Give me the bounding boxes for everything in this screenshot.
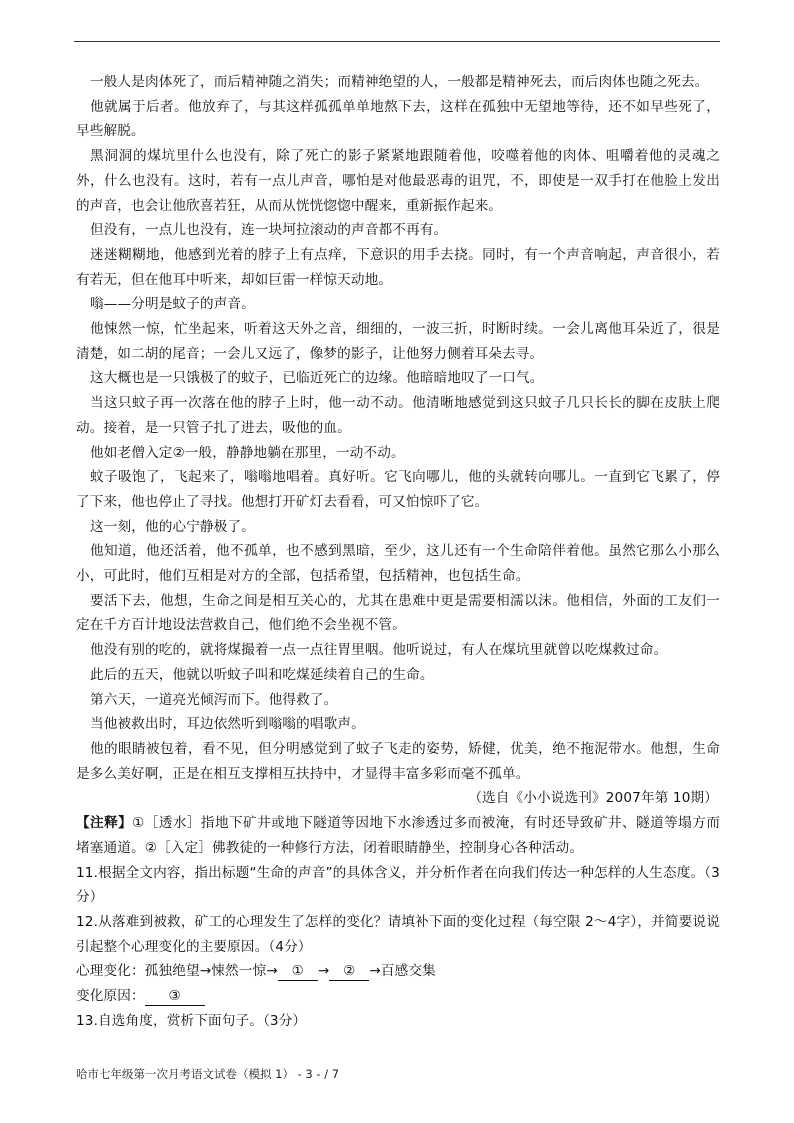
story-source: （选自《小小说选刊》2007年第 10期） — [468, 790, 718, 807]
reason-label: 变化原因： — [76, 988, 145, 1005]
story-paragraph: 当这只蚊子再一次落在他的脖子上时，他一动不动。他清晰地感觉到这只蚊子几只长长的脚在皮肤上爬动。接着，是一只管子扎了进去，吸他的血。 — [76, 395, 720, 436]
story-paragraph: 黑洞洞的煤坑里什么也没有，除了死亡的影子紧紧地跟随着他，咬噬着他的肉体、咀嚼着他的灵魂之外，什么也没有。这时，若有一点儿声音，哪怕是对他最恶毒的诅咒，不，即使是一双手打在他脸上发出的声音，也会让他欣喜若狂，从而从恍恍惚惚中醒来，重新振作起来。 — [76, 148, 720, 214]
story-paragraph: 他如老僧入定②一般，静静地躺在那里，一动不动。 — [90, 444, 405, 461]
story-paragraph: 这大概也是一只饿极了的蚊子，已临近死亡的边缘。他暗暗地叹了一口气。 — [90, 370, 544, 387]
blank-1[interactable]: ① — [278, 962, 318, 981]
page-footer: 哈市七年级第一次月考语文试卷（模拟 1） - 3 - / 7 — [76, 1067, 340, 1081]
story-paragraph: 他没有别的吃的，就将煤撮着一点一点往胃里咽。他听说过，有人在煤坑里就曾以吃煤救过命。 — [90, 642, 668, 659]
main-content — [76, 70, 720, 1033]
story-paragraph: 这一刻，他的心宁静极了。 — [90, 518, 255, 535]
question-12: 12.从落难到被救，矿工的心理发生了怎样的变化？请填补下面的变化过程（每空限 2～4字），并简要说说引起整个心理变化的主要原因。（4分） — [76, 913, 720, 955]
question-11: 11.根据全文内容，指出标题“生命的声音”的具体含义，并分析作者在向我们传达一种怎样的人生态度。（3分） — [76, 864, 720, 906]
change-label: 心理变化：孤独绝望→悚然一惊→ — [76, 963, 278, 980]
psychological-change-line — [76, 959, 720, 984]
arrow-1: → — [317, 963, 330, 980]
blank-2[interactable]: ② — [329, 962, 369, 981]
arrow-2: →百感交集 — [369, 963, 436, 980]
annotation — [76, 811, 720, 860]
story-paragraph: 他知道，他还活着，他不孤单，也不感到黑暗，至少，这儿还有一个生命陪伴着他。虽然它那么小那么小，可此时，他们互相是对方的全部，包括希望，包括精神，也包括生命。 — [76, 543, 720, 585]
change-reason-line — [76, 984, 720, 1009]
story-paragraph: 一般人是肉体死了，而后精神随之消失；而精神绝望的人，一般都是精神死去，而后肉体也随之死去。 — [90, 74, 709, 90]
story-paragraph: 他悚然一惊，忙坐起来，听着这天外之音，细细的，一波三折，时断时续。一会儿离他耳朵近了，很是清楚，如二胡的尾音；一会儿又远了，像梦的影子，让他努力侧着耳朵去寻。 — [76, 321, 720, 362]
annotation-tag: 【注释】 — [76, 815, 133, 832]
story-paragraph: 蚊子吸饱了，飞起来了，嗡嗡地唱着。真好听。它飞向哪儿，他的头就转向哪儿。一直到它飞累了，停了下来，他也停止了寻找。他想打开矿灯去看看，可又怕惊吓了它。 — [76, 469, 720, 510]
story-paragraph: 要活下去，他想，生命之间是相互关心的，尤其在患难中更是需要相濡以沫。他相信，外面的工友们一定在千方百计地设法营救自己，他们绝不会坐视不管。 — [76, 592, 720, 634]
story-paragraph: 嗡——分明是蚊子的声音。 — [90, 296, 255, 313]
story-paragraph: 迷迷糊糊地，他感到光着的脖子上有点痒，下意识的用手去挠。同时，有一个声音响起，声音很小，若有若无，但在他耳中听来，却如巨雷一样惊天动地。 — [76, 246, 720, 288]
story-paragraph: 他的眼睛被包着，看不见，但分明感觉到了蚊子飞走的姿势，矫健，优美，绝不拖泥带水。他想，生命是多么美好啊，正是在相互支撑相互扶持中，才显得丰富多彩而毫不孤单。 — [76, 740, 720, 782]
story-paragraph: 此后的五天，他就以听蚊子叫和吃煤延续着自己的生命。 — [90, 666, 434, 683]
header-rule — [74, 41, 720, 42]
story-text — [76, 70, 720, 786]
blank-3[interactable]: ③ — [145, 987, 205, 1006]
story-paragraph: 第六天，一道亮光倾泻而下。他得救了。 — [90, 691, 338, 708]
annotation-text: ①［透水］指地下矿井或地下隧道等因地下水渗透过多而被淹，有时还导致矿井、隧道等塌方而堵塞通道。②［入定］佛教徒的一种修行方法，闭着眼睛静坐，控制身心各种活动。 — [76, 815, 720, 856]
story-paragraph: 但没有，一点儿也没有，连一块坷拉滚动的声音都不再有。 — [90, 222, 448, 239]
question-13: 13.自选角度，赏析下面句子。（3分） — [76, 1012, 307, 1029]
story-paragraph: 他就属于后者。他放弃了，与其这样孤孤单单地熬下去，这样在孤独中无望地等待，还不如早些死了，早些解脱。 — [76, 98, 720, 140]
story-paragraph: 当他被救出时，耳边依然听到嗡嗡的唱歌声。 — [90, 716, 365, 733]
